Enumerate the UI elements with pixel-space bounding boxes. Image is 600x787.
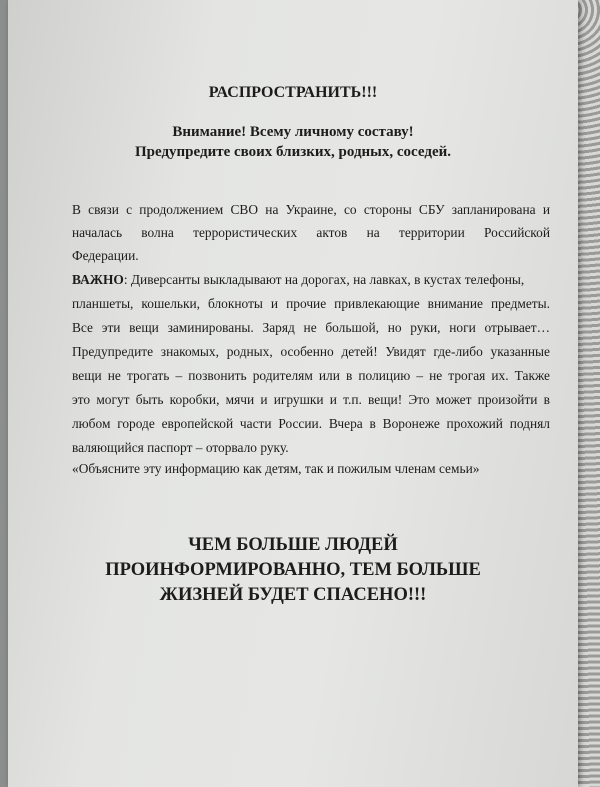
document-title: РАСПРОСТРАНИТЬ!!!	[208, 84, 378, 101]
body-line: «Объясните эту информацию как детям, так и пожилым членам семьи»	[72, 461, 480, 476]
body-line: вещи не трогать – позвонить родителям или в полицию – не трогая их. Также	[72, 368, 550, 383]
body-line: Предупредите знакомых, родных, особенно детей! Увидят где-либо указанные	[72, 344, 550, 359]
body-line: Все эти вещи заминированы. Заряд не большой, но руки, ноги отрывает…	[72, 320, 550, 335]
subtitle-line: Внимание! Всему личному составу!	[172, 124, 414, 140]
body-line: любом городе европейской части России. Вчера в Воронеже прохожий поднял	[72, 416, 550, 431]
footer-line: ПРОИНФОРМИРОВАННО, ТЕМ БОЛЬШЕ	[105, 560, 481, 580]
body-line: валяющийся паспорт – оторвало руку.	[72, 440, 289, 455]
footer-line: ЧЕМ БОЛЬШЕ ЛЮДЕЙ	[188, 535, 398, 555]
subtitle-line: Предупредите своих близких, родных, соседей.	[134, 144, 451, 160]
body-line-important	[72, 272, 550, 288]
body-line: началась волна террористических актов на территории Российской	[72, 225, 550, 240]
body-line: планшеты, кошельки, блокноты и прочие привлекающие внимание предметы.	[72, 296, 550, 311]
footer-line: ЖИЗНЕЙ БУДЕТ СПАСЕНО!!!	[159, 585, 427, 605]
body-line: В связи с продолжением СВО на Украине, со стороны СБУ запланирована и	[72, 202, 550, 217]
body-text: : Диверсанты выкладывают на дорогах, на лавках, в кустах телефоны,	[123, 272, 525, 287]
body-line: Федерации.	[72, 248, 139, 263]
important-label: ВАЖНО	[72, 272, 124, 287]
body-line: это могут быть коробки, мячи и игрушки и т.п. вещи! Это может произойти в	[72, 392, 550, 407]
paper-sheet	[8, 0, 578, 787]
